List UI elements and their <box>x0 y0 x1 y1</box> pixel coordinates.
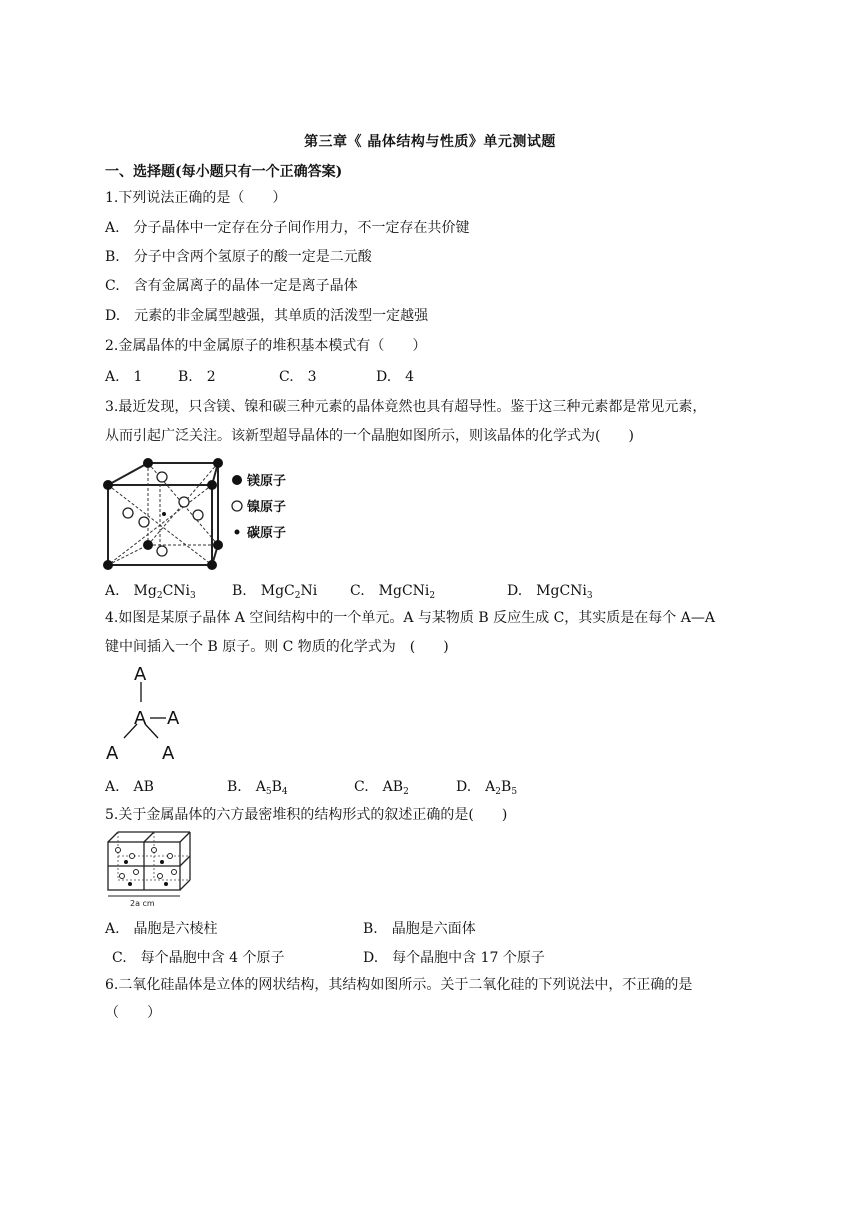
q3-crystal-cell-figure <box>100 455 300 571</box>
q6-stem-line2: （ ） <box>105 1005 161 1021</box>
q2-option-d: D. 4 <box>376 369 415 385</box>
q1-stem: 1.下列说法正确的是（ ） <box>105 190 287 206</box>
mg-atom <box>207 560 217 570</box>
q6-stem-line1: 6.二氧化硅晶体是立体的网状结构，其结构如图所示。关于二氧化硅的下列说法中，不正确的是 <box>105 977 693 993</box>
atom-a-top: A <box>134 664 147 685</box>
q1-option-c: C. 含有金属离子的晶体一定是离子晶体 <box>105 278 358 294</box>
q3-option-d: D. MgCNi$_3$ <box>507 583 593 601</box>
q5-figure-label: 2a cm <box>130 899 155 908</box>
legend-c: 碳原子 <box>247 526 287 541</box>
q2-option-a: A. 1 <box>105 369 143 385</box>
q3-stem-line2: 从而引起广泛关注。该新型超导晶体的一个晶胞如图所示，则该晶体的化学式为( ) <box>105 428 634 444</box>
legend-c-marker <box>235 530 240 535</box>
q1-option-d: D. 元素的非金属型越强，其单质的活泼型一定越强 <box>105 308 429 324</box>
legend-mg-marker <box>232 475 242 485</box>
q4-stem-line2: 键中间插入一个 B 原子。则 C 物质的化学式为 ( ) <box>105 639 449 655</box>
q3-option-b: B. MgC$_2$Ni <box>232 583 318 601</box>
mg-atom <box>213 458 223 468</box>
atom-a-center: A <box>134 708 147 729</box>
atom-a-bottom-right: A <box>162 743 175 764</box>
q5-option-b: B. 晶胞是六面体 <box>363 921 476 937</box>
ni-atom <box>139 517 149 527</box>
ni-atom <box>157 546 167 556</box>
ni-atom <box>193 510 203 520</box>
q5-stem: 5.关于金属晶体的六方最密堆积的结构形式的叙述正确的是( ) <box>105 807 508 823</box>
legend-ni: 镍原子 <box>247 500 287 515</box>
q5-option-c: C. 每个晶胞中含 4 个原子 <box>112 950 285 966</box>
q4-atom-unit-figure <box>100 664 195 764</box>
mg-atom <box>103 560 113 570</box>
mg-atom <box>143 540 153 550</box>
mg-atom <box>213 540 223 550</box>
legend-ni-marker <box>232 501 242 511</box>
ni-atom <box>179 497 189 507</box>
q5-option-d: D. 每个晶胞中含 17 个原子 <box>363 950 545 966</box>
q4-option-a: A. AB <box>105 779 154 795</box>
section-heading: 一、选择题(每小题只有一个正确答案) <box>105 164 343 180</box>
mg-atom <box>143 458 153 468</box>
q4-stem-line1: 4.如图是某原子晶体 A 空间结构中的一个单元。A 与某物质 B 反应生成 C，其实质是在每个 A—A <box>105 610 715 626</box>
q2-option-b: B. 2 <box>178 369 216 385</box>
q2-option-c: C. 3 <box>279 369 317 385</box>
c-atom <box>162 512 166 516</box>
ni-atom <box>123 508 133 518</box>
q4-option-c: C. $AB_2$ <box>354 779 409 797</box>
page-title: 第三章《 晶体结构与性质》单元测试题 <box>304 134 556 150</box>
q3-option-a: A. $Mg_2CNi_3$ <box>105 583 196 601</box>
mg-atom <box>103 480 113 490</box>
q4-option-d: D. $A_2B_5$ <box>456 779 518 797</box>
legend-mg: 镁原子 <box>247 474 287 489</box>
q3-stem-line1: 3.最近发现，只含镁、镍和碳三种元素的晶体竟然也具有超导性。鉴于这三种元素都是常见元素， <box>105 399 707 415</box>
q1-option-b: B. 分子中含两个氢原子的酸一定是二元酸 <box>105 249 372 265</box>
q4-option-b: B. $A_5B_4$ <box>227 779 288 797</box>
q2-stem: 2.金属晶体的中金属原子的堆积基本模式有（ ） <box>105 338 427 354</box>
q5-hcp-figure <box>100 828 195 908</box>
ni-atom <box>157 472 167 482</box>
atom-a-right: A <box>167 708 180 729</box>
atom-a-bottom-left: A <box>106 743 119 764</box>
q5-option-a: A. 晶胞是六棱柱 <box>105 921 218 937</box>
q3-option-c: C. MgCNi$_2$ <box>350 583 436 601</box>
q1-option-a: A. 分子晶体中一定存在分子间作用力，不一定存在共价键 <box>105 220 470 236</box>
mg-atom <box>207 480 217 490</box>
